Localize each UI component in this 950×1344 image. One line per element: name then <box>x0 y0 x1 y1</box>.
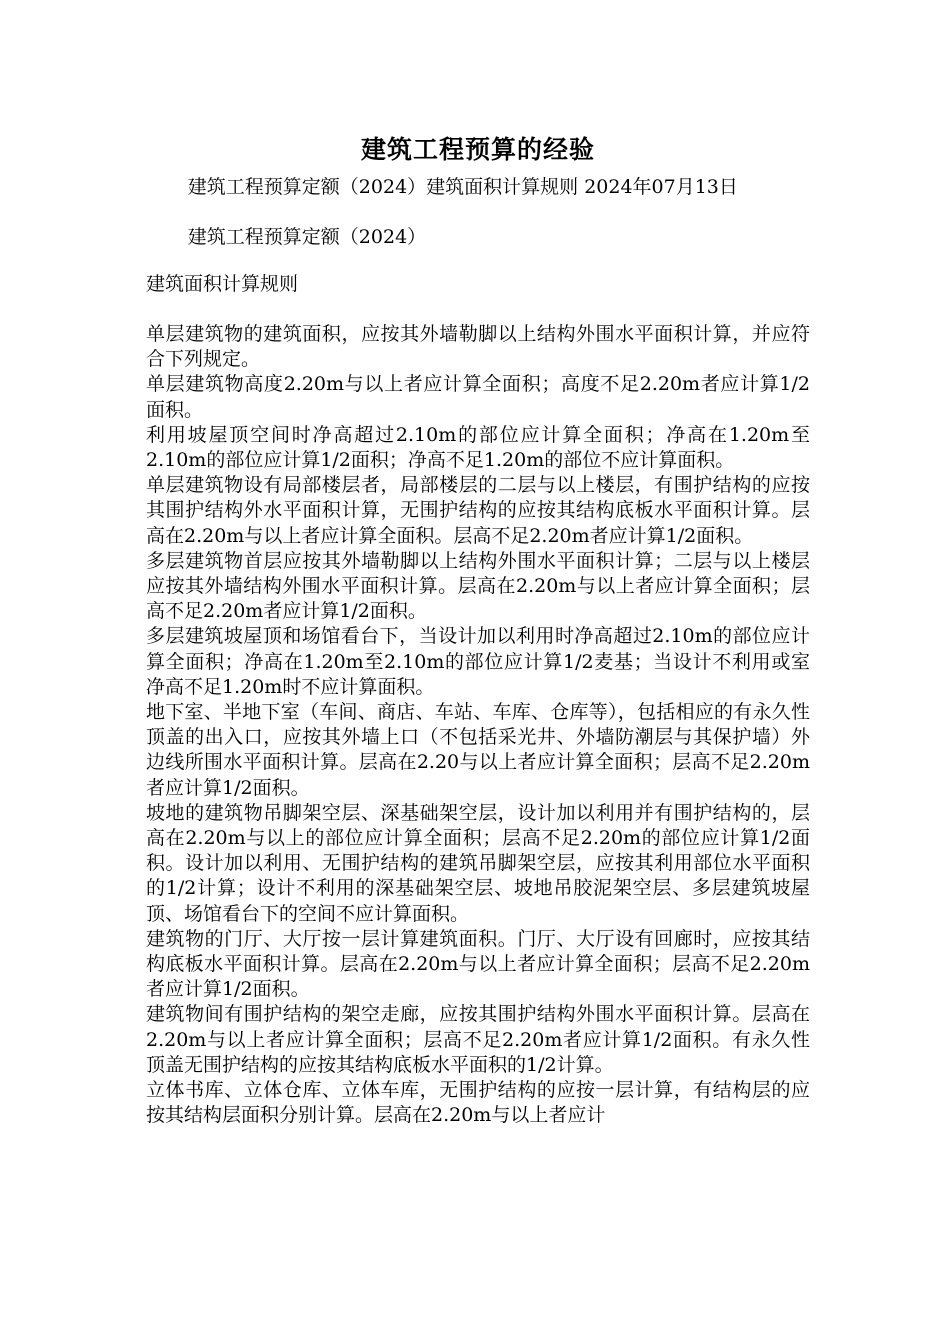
paragraph: 地下室、半地下室（车间、商店、车站、车库、仓库等），包括相应的有永久性顶盖的出入口，应按其外墙上口（不包括采光井、外墙防潮层与其保护墙）外边线所围水平面积计算。层高在2.20与以上者应计算全面积；层高不足2.20m者应计算1/2面积。 <box>146 701 810 799</box>
paragraph: 单层建筑物设有局部楼层者，局部楼层的二层与以上楼层，有围护结构的应按其围护结构外水平面积计算，无围护结构的应按其结构底板水平面积计算。层高在2.20m与以上者应计算全面积。层高不足2.20m者应计算1/2面积。 <box>146 474 810 547</box>
paragraph: 建筑物的门厅、大厅按一层计算建筑面积。门厅、大厅设有回廊时，应按其结构底板水平面积计算。层高在2.20m与以上者应计算全面积；层高不足2.20m者应计算1/2面积。 <box>146 927 810 1001</box>
paragraph: 单层建筑物的建筑面积，应按其外墙勒脚以上结构外围水平面积计算，并应符合下列规定。 <box>146 323 810 371</box>
paragraph: 坡地的建筑物吊脚架空层、深基础架空层，设计加以利用并有围护结构的，层高在2.20m与以上的部位应计算全面积；层高不足2.20m的部位应计算1/2面积。设计加以利用、无围护结构的建筑吊脚架空层，应按其利用部位水平面积的1/2计算；设计不利用的深基础架空层、坡地吊胶泥架空层、多层建筑坡屋顶、场馆看台下的空间不应计算面积。 <box>146 801 810 925</box>
document-subtitle-2: 建筑工程预算定额（2024） <box>187 226 427 248</box>
paragraph: 立体书库、立体仓库、立体车库，无围护结构的应按一层计算，有结构层的应按其结构层面积分别计算。层高在2.20m与以上者应计 <box>146 1079 810 1127</box>
section-heading: 建筑面积计算规则 <box>146 273 299 295</box>
paragraph: 单层建筑物高度2.20m与以上者应计算全面积；高度不足2.20m者应计算1/2面积。 <box>146 373 810 421</box>
document-subtitle: 建筑工程预算定额（2024）建筑面积计算规则 2024年07月13日 <box>187 176 738 198</box>
paragraph: 建筑物间有围护结构的架空走廊，应按其围护结构外围水平面积计算。层高在2.20m与以上者应计算全面积；层高不足2.20m者应计算1/2面积。有永久性顶盖无围护结构的应按其结构底板水平面积的1/2计算。 <box>146 1003 810 1076</box>
paragraph: 多层建筑坡屋顶和场馆看台下，当设计加以利用时净高超过2.10m的部位应计算全面积；净高在1.20m至2.10m的部位应计算1/2麦基；当设计不利用或室净高不足1.20m时不应计算面积。 <box>146 625 810 698</box>
document-title: 建筑工程预算的经验 <box>360 135 595 164</box>
body-text <box>146 322 810 1129</box>
paragraph: 利用坡屋顶空间时净高超过2.10m的部位应计算全面积；净高在1.20m至2.10m的部位应计算1/2面积；净高不足1.20m的部位不应计算面积。 <box>146 423 810 472</box>
paragraph: 多层建筑物首层应按其外墙勒脚以上结构外围水平面积计算；二层与以上楼层应按其外墙结构外围水平面积计算。层高在2.20m与以上者应计算全面积；层高不足2.20m者应计算1/2面积。 <box>146 549 810 623</box>
